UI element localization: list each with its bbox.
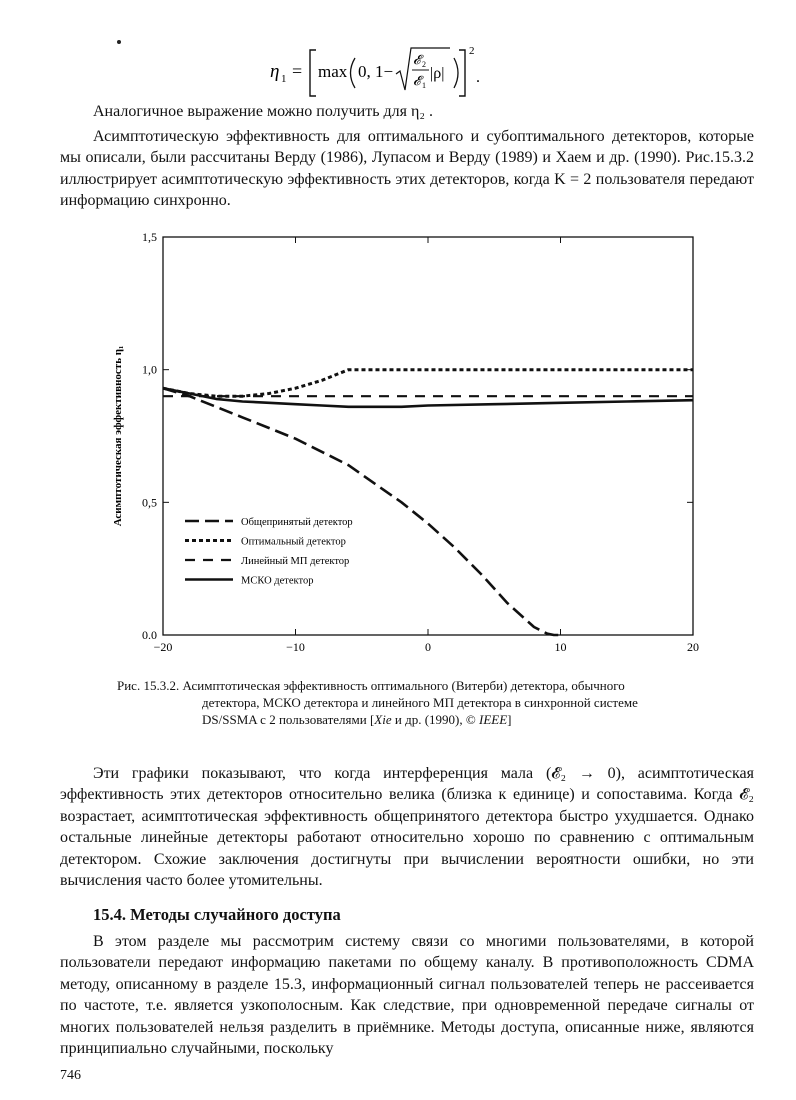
x-tick-label: 10 xyxy=(554,640,567,654)
series-line-2 xyxy=(163,370,693,397)
formula-lhs-sub: 1 xyxy=(281,73,287,85)
page-number: 746 xyxy=(60,1068,81,1083)
section-heading: 15.4. Методы случайного доступа xyxy=(93,905,341,924)
figure-caption xyxy=(117,677,717,728)
eta1-formula xyxy=(270,40,490,100)
chart-ticks-group xyxy=(142,230,699,654)
legend-label-1: Общепринятый детектор xyxy=(241,517,353,528)
caption-line-3e: ] xyxy=(507,712,512,727)
left-bracket xyxy=(310,50,316,96)
frac-num-sub: 2 xyxy=(422,60,426,69)
x-tick-label: 20 xyxy=(687,640,699,654)
frac-num: 𝓔 xyxy=(413,52,421,67)
caption-line-3a: DS/SSMA с 2 пользователями [ xyxy=(202,712,375,727)
left-paren xyxy=(351,58,356,88)
frac-den: 𝓔 xyxy=(413,73,421,88)
y-tick-label: 1,5 xyxy=(142,230,157,244)
caption-author: Xie xyxy=(374,712,392,727)
formula-max: max xyxy=(318,62,348,81)
legend-label-4: МСКО детектор xyxy=(241,575,314,587)
chart-ylabel: Асимптотическая эффективность η₁ xyxy=(112,345,124,527)
caption-line-2: детектора, МСКО детектора и линейного МП детектора в синхронной системе xyxy=(202,695,638,710)
caption-line-3 xyxy=(117,711,717,728)
y-tick-label: 0,5 xyxy=(142,495,157,510)
x-tick-label: 0 xyxy=(425,640,431,654)
formula-lhs: η xyxy=(270,61,280,82)
formula-eq: = xyxy=(292,61,303,81)
paragraph-1: Асимптотическую эффективность для оптимального и субоптимального детекторов, которые мы описали, были рассчитаны Верду (1986), Лупасом и Верду (1989) и Хаем и др. (1990). Рис.15.3.2 иллюстрирует асимптотическую эффективность этих детекторов, когда K = 2 пользователя передают информацию синхронно. xyxy=(60,128,754,210)
legend-label-2: Оптимальный детектор xyxy=(241,536,346,548)
chart-svg xyxy=(105,225,715,665)
y-tick-label: 0.0 xyxy=(142,628,157,642)
scan-speck xyxy=(117,40,121,44)
efficiency-chart xyxy=(105,225,715,665)
right-paren xyxy=(454,58,458,88)
caption-publisher: IEEE xyxy=(478,712,508,727)
legend-label-3: Линейный МП детектор xyxy=(241,556,350,567)
formula-rho: |ρ| xyxy=(430,65,445,82)
formula-end: . xyxy=(476,69,480,86)
x-tick-label: −10 xyxy=(286,640,305,654)
paragraph-3: В этом разделе мы рассмотрим систему связи со многими пользователями, в которой пользователи передают информацию пакетами по общему каналу. В противоположность CDMA методу, описанному в разделе 15.3, информационный сигнал пользователей теперь не рассеивается по частоте, т.е. является узкополосным. Как следствие, при одновременной передаче сигналы от многих пользователей нельзя разделить в приёмнике. Методы доступа, описанные ниже, являются принципиально случайными, поскольку xyxy=(60,933,754,1058)
right-bracket xyxy=(459,50,465,96)
caption-line-1: Рис. 15.3.2. Асимптотическая эффективность оптимального (Витерби) детектора, обычного xyxy=(117,678,625,693)
x-tick-label: −20 xyxy=(153,640,173,654)
after-formula-text: Аналогичное выражение можно получить для η₂ . xyxy=(93,103,433,120)
caption-line-3c: и др. (1990), © xyxy=(391,712,479,727)
series-line-1 xyxy=(163,388,561,635)
y-tick-label: 1,0 xyxy=(142,362,157,377)
chart-legend-group xyxy=(185,517,353,587)
formula-power: 2 xyxy=(469,45,475,57)
paragraph-2: Эти графики показывают, что когда интерференция мала (𝓔₂ → 0), асимптотическая эффективность этих детекторов относительно велика (близка к единице) и сопоставима. Когда 𝓔₂ возрастает, асимптотическая эффективность общепринятого детектора быстро ухудшается. Однако остальные линейные детекторы работают относительно хорошо по сравнению с оптимальным детектором. Схожие заключения достигнуты при вычислении вероятности ошибки, но эти вычисления часто более утомительны. xyxy=(60,765,754,890)
formula-args: 0, 1− xyxy=(358,62,394,81)
frac-den-sub: 1 xyxy=(422,81,426,90)
chart-series-group xyxy=(163,370,693,635)
